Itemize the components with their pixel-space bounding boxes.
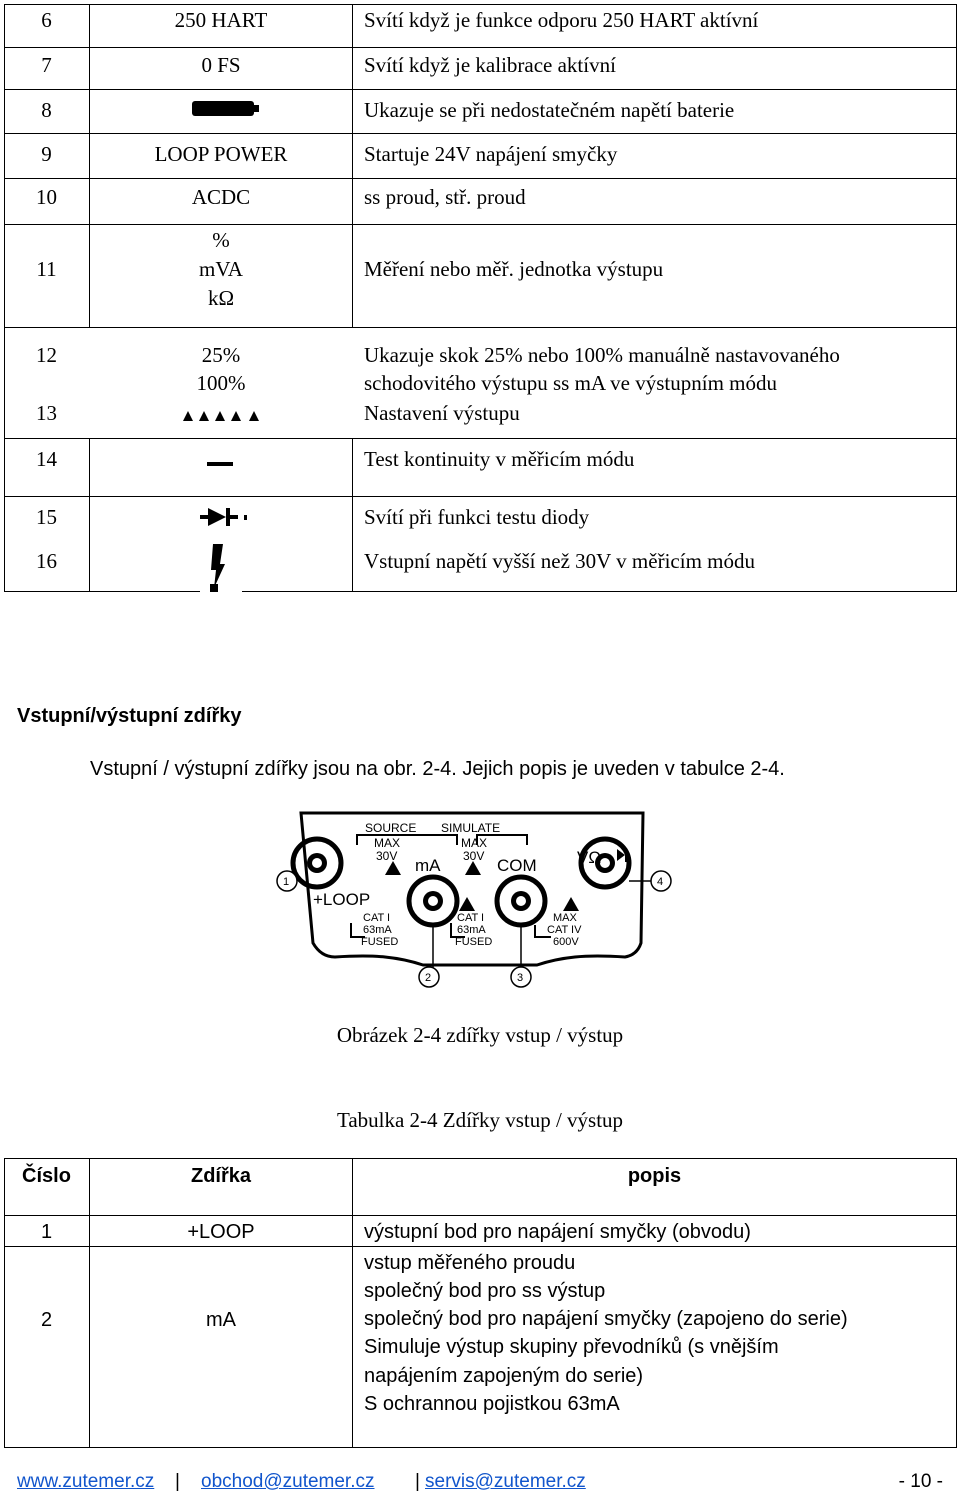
callout-number: 2 xyxy=(425,972,432,984)
row-description: Startuje 24V napájení smyčky xyxy=(364,142,618,166)
row-number: 9 xyxy=(41,142,52,166)
column-header-description: popis xyxy=(627,1165,682,1187)
row-description-line: S ochrannou pojistkou 63mA xyxy=(364,1393,620,1415)
label-600v: 600V xyxy=(553,936,579,948)
row-number: 2 xyxy=(40,1309,53,1331)
row-description: Svítí když je kalibrace aktívní xyxy=(364,53,616,77)
symbol-text: 0 FS xyxy=(201,53,241,77)
callout-number: 1 xyxy=(283,876,290,888)
row-description: výstupní bod pro napájení smyčky (obvodu) xyxy=(364,1221,751,1243)
callout-number: 3 xyxy=(517,972,524,984)
footer-separator: | xyxy=(175,1471,180,1492)
footer-separator: | xyxy=(415,1471,420,1492)
symbol-text: ACDC xyxy=(191,185,251,209)
label-max: MAX xyxy=(374,836,401,850)
row-description-line: společný bod pro napájení smyčky (zapojeno do serie) xyxy=(364,1308,848,1330)
label-63ma: 63mA xyxy=(363,924,392,936)
row-description-line: vstup měřeného proudu xyxy=(364,1252,576,1274)
row-description-line: Simuluje výstup skupiny převodníků (s vnějším xyxy=(364,1336,779,1358)
sales-email-link[interactable]: obchod@zutemer.cz xyxy=(201,1471,375,1492)
row-description: Ukazuje se při nedostatečném napětí baterie xyxy=(364,98,735,122)
label-cat: CAT I xyxy=(363,912,391,924)
section-intro: Vstupní / výstupní zdířky jsou na obr. 2-4. Jejich popis je uveden v tabulce 2-4. xyxy=(90,758,785,780)
row-description: Test kontinuity v měřicím módu xyxy=(364,447,635,471)
label-63ma: 63mA xyxy=(457,924,486,936)
jack-name: +LOOP xyxy=(187,1221,255,1243)
symbol-text: LOOP POWER xyxy=(154,142,288,166)
high-voltage-icon xyxy=(200,540,242,598)
row-number: 11 xyxy=(36,257,57,281)
label-source: SOURCE xyxy=(365,821,417,835)
symbol-line: mVA xyxy=(199,257,243,281)
column-header-number: Číslo xyxy=(22,1165,71,1187)
row-number: 8 xyxy=(41,98,52,122)
callout-number: 4 xyxy=(657,876,664,888)
row-number: 16 xyxy=(36,549,57,573)
symbol-line: 25% xyxy=(201,343,241,367)
service-email-link[interactable]: servis@zutemer.cz xyxy=(425,1471,586,1492)
row-description: Vstupní napětí vyšší než 30V v měřicím módu xyxy=(364,549,755,573)
label-30v: 30V xyxy=(463,849,485,863)
row-number: 1 xyxy=(40,1221,53,1243)
row-description-line: společný bod pro ss výstup xyxy=(364,1280,606,1302)
label-simulate: SIMULATE xyxy=(441,821,501,835)
label-vohm: VΩ xyxy=(577,848,602,867)
row-number: 14 xyxy=(36,447,57,471)
label-cat: CAT I xyxy=(457,912,485,924)
row-description-line: Ukazuje skok 25% nebo 100% manuálně nastavovaného xyxy=(364,343,840,367)
label-30v: 30V xyxy=(376,849,398,863)
symbol-line: kΩ xyxy=(207,286,235,310)
row-number: 6 xyxy=(41,8,52,32)
row-description: Nastavení výstupu xyxy=(364,401,520,425)
row-description: ss proud, stř. proud xyxy=(364,185,526,209)
row-number: 12 xyxy=(36,343,57,367)
row-number: 15 xyxy=(36,505,57,529)
row-number: 7 xyxy=(41,53,52,77)
battery-icon xyxy=(178,93,268,129)
figure-caption: Obrázek 2-4 zdířky vstup / výstup xyxy=(336,1023,624,1047)
section-heading: Vstupní/výstupní zdířky xyxy=(17,705,242,727)
row-description: Svítí při funkci testu diody xyxy=(364,505,590,529)
row-description: Měření nebo měř. jednotka výstupu xyxy=(364,257,664,281)
label-max: MAX xyxy=(553,912,577,924)
label-ma: mA xyxy=(415,856,441,875)
label-cat-iv: CAT IV xyxy=(547,924,582,936)
symbol-line: % xyxy=(212,228,230,252)
label-fused: FUSED xyxy=(361,936,399,948)
page-footer xyxy=(17,1470,943,1496)
page-number: - 10 - xyxy=(898,1471,943,1492)
table-caption: Tabulka 2-4 Zdířky vstup / výstup xyxy=(336,1108,624,1132)
row-number: 10 xyxy=(36,185,57,209)
label-com: COM xyxy=(497,856,537,875)
website-link[interactable]: www.zutemer.cz xyxy=(17,1471,155,1492)
jack-name: mA xyxy=(206,1309,236,1331)
symbol-line: 100% xyxy=(196,371,246,395)
label-max: MAX xyxy=(461,836,488,850)
label-loop: +LOOP xyxy=(313,890,371,909)
step-triangles-icon xyxy=(183,408,263,422)
column-header-jack: Zdířka xyxy=(190,1165,252,1187)
symbol-text: 250 HART xyxy=(174,8,268,32)
row-description: Svítí když je funkce odporu 250 HART aktívní xyxy=(364,8,759,32)
jack-panel-figure xyxy=(275,805,685,995)
label-fused: FUSED xyxy=(455,936,493,948)
row-description-line: schodovitého výstupu ss mA ve výstupním módu xyxy=(364,371,778,395)
row-number: 13 xyxy=(36,401,57,425)
row-description-line: napájením zapojeným do serie) xyxy=(364,1365,644,1387)
diode-icon xyxy=(200,505,252,529)
continuity-icon xyxy=(207,458,237,468)
